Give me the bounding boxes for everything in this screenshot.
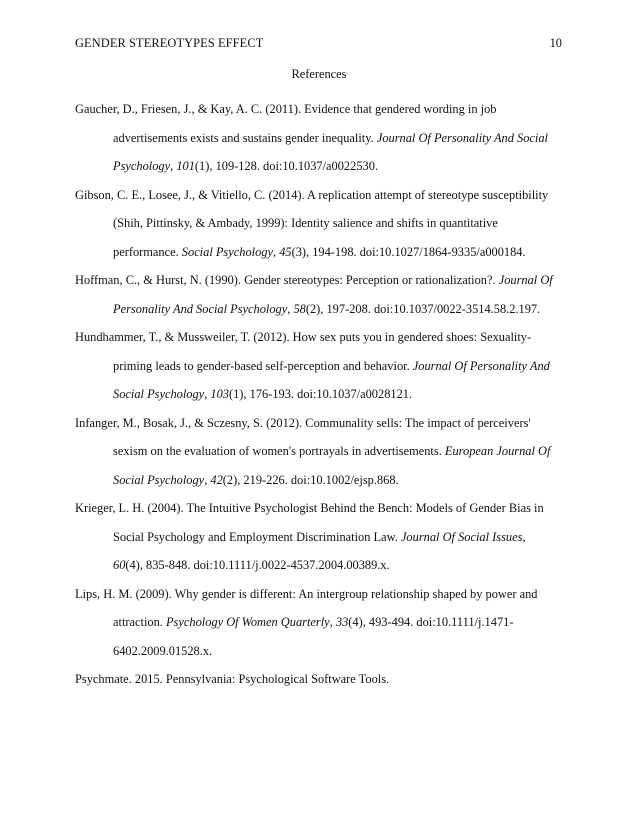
reference-italic-text: 45 [279,244,292,259]
reference-italic-text: Psychology [113,159,171,173]
reference-line [75,352,567,381]
reference-entry-hoffman [75,266,567,323]
reference-text: (2), 219-226. doi:10.1002/ejsp.868. [222,472,399,487]
reference-text: Krieger, L. H. (2004). The Intuitive Psychologist Behind the Bench: Models of Gender Bias in [75,501,544,515]
reference-text: , [170,159,177,173]
reference-line [75,124,567,153]
reference-text: , [287,301,294,316]
reference-line [75,551,567,580]
references-heading: References [291,67,347,81]
reference-italic-text: 101 [176,159,195,173]
reference-text: priming leads to gender-based self-perception and behavior. [113,358,413,373]
reference-line [75,295,567,324]
reference-italic-text: 60 [113,558,126,572]
reference-text: advertisements exists and sustains gender inequality. [113,130,377,145]
reference-italic-text: Journal Of [498,273,553,287]
reference-text: Infanger, M., Bosak, J., & Sczesny, S. (2012). Communality sells: The impact of perceivers' [75,415,531,430]
reference-italic-text: Journal Of Personality And Social [376,130,548,145]
reference-italic-text: Journal Of Personality And [412,358,550,373]
reference-text: (1), 109-128. doi:10.1037/a0022530. [194,159,379,173]
reference-text: (1), 176-193. doi:10.1037/a0028121. [228,387,413,401]
reference-text: (3), 194-198. doi:10.1027/1864-9335/a000184. [291,244,526,259]
reference-italic-text: European Journal Of [444,444,551,458]
reference-text: 6402.2009.01528.x. [113,643,213,658]
reference-line [75,665,567,694]
reference-italic-text: Journal Of Social Issues [400,529,523,544]
reference-text: , [272,244,280,259]
reference-line [75,95,567,124]
reference-text: , [204,472,211,487]
reference-text: Lips, H. M. (2009). Why gender is different: An intergroup relationship shaped by power and [75,586,538,601]
reference-line [75,437,567,466]
reference-line [75,266,567,295]
reference-text: attraction. [113,615,166,629]
reference-entry-psychmate [75,665,567,694]
reference-line [75,494,567,523]
reference-line [75,608,567,637]
reference-italic-text: Personality And Social Psychology [113,301,288,316]
reference-text: Psychmate. 2015. Pennsylvania: Psychological Software Tools. [75,672,390,686]
reference-text: sexism on the evaluation of women's portrayals in advertisements. [113,444,445,458]
reference-line [75,637,567,666]
reference-italic-text: 42 [210,472,223,487]
reference-text: performance. [113,244,182,259]
reference-line [75,409,567,438]
reference-text: (4), 493-494. doi:10.1111/j.1471- [348,615,514,629]
reference-entry-infanger [75,409,567,495]
reference-line [75,209,567,238]
reference-list [75,95,567,694]
reference-italic-text: Psychology Of Women Quarterly [165,615,330,629]
page-number: 10 [549,36,562,50]
reference-text: (4), 835-848. doi:10.1111/j.0022-4537.2004.00389.x. [125,558,390,572]
running-head: GENDER STEREOTYPES EFFECT [75,36,264,50]
reference-entry-lips [75,580,567,666]
reference-line [75,152,567,181]
reference-text: Gaucher, D., Friesen, J., & Kay, A. C. (2011). Evidence that gendered wording in job [75,102,497,116]
reference-line [75,323,567,352]
reference-text: Hundhammer, T., & Mussweiler, T. (2012). How sex puts you in gendered shoes: Sexuality- [75,330,532,344]
reference-line [75,380,567,409]
reference-line [75,580,567,609]
reference-line [75,523,567,552]
reference-entry-krieger [75,494,567,580]
reference-text: (Shih, Pittinsky, & Ambady, 1999): Identity salience and shifts in quantitative [113,216,498,230]
reference-italic-text: 58 [293,301,306,316]
reference-italic-text: Social Psychology [181,244,273,259]
reference-entry-gaucher [75,95,567,181]
reference-entry-hundhammer [75,323,567,409]
reference-text: Social Psychology and Employment Discrimination Law. [113,529,401,544]
reference-italic-text: 103 [210,387,229,401]
reference-line [75,466,567,495]
reference-text: , [204,387,211,401]
reference-line [75,181,567,210]
reference-line [75,238,567,267]
reference-text: , [522,529,526,544]
reference-text: (2), 197-208. doi:10.1037/0022-3514.58.2.197. [305,301,541,316]
reference-text: Hoffman, C., & Hurst, N. (1990). Gender stereotypes: Perception or rationalization?. [75,273,499,287]
reference-italic-text: 33 [335,615,349,629]
reference-italic-text: Social Psychology [113,387,205,401]
reference-italic-text: Social Psychology [113,472,205,487]
reference-entry-gibson [75,181,567,267]
reference-text: Gibson, C. E., Losee, J., & Vitiello, C. (2014). A replication attempt of stereotype susceptibility [75,187,549,202]
reference-text: , [329,615,336,629]
